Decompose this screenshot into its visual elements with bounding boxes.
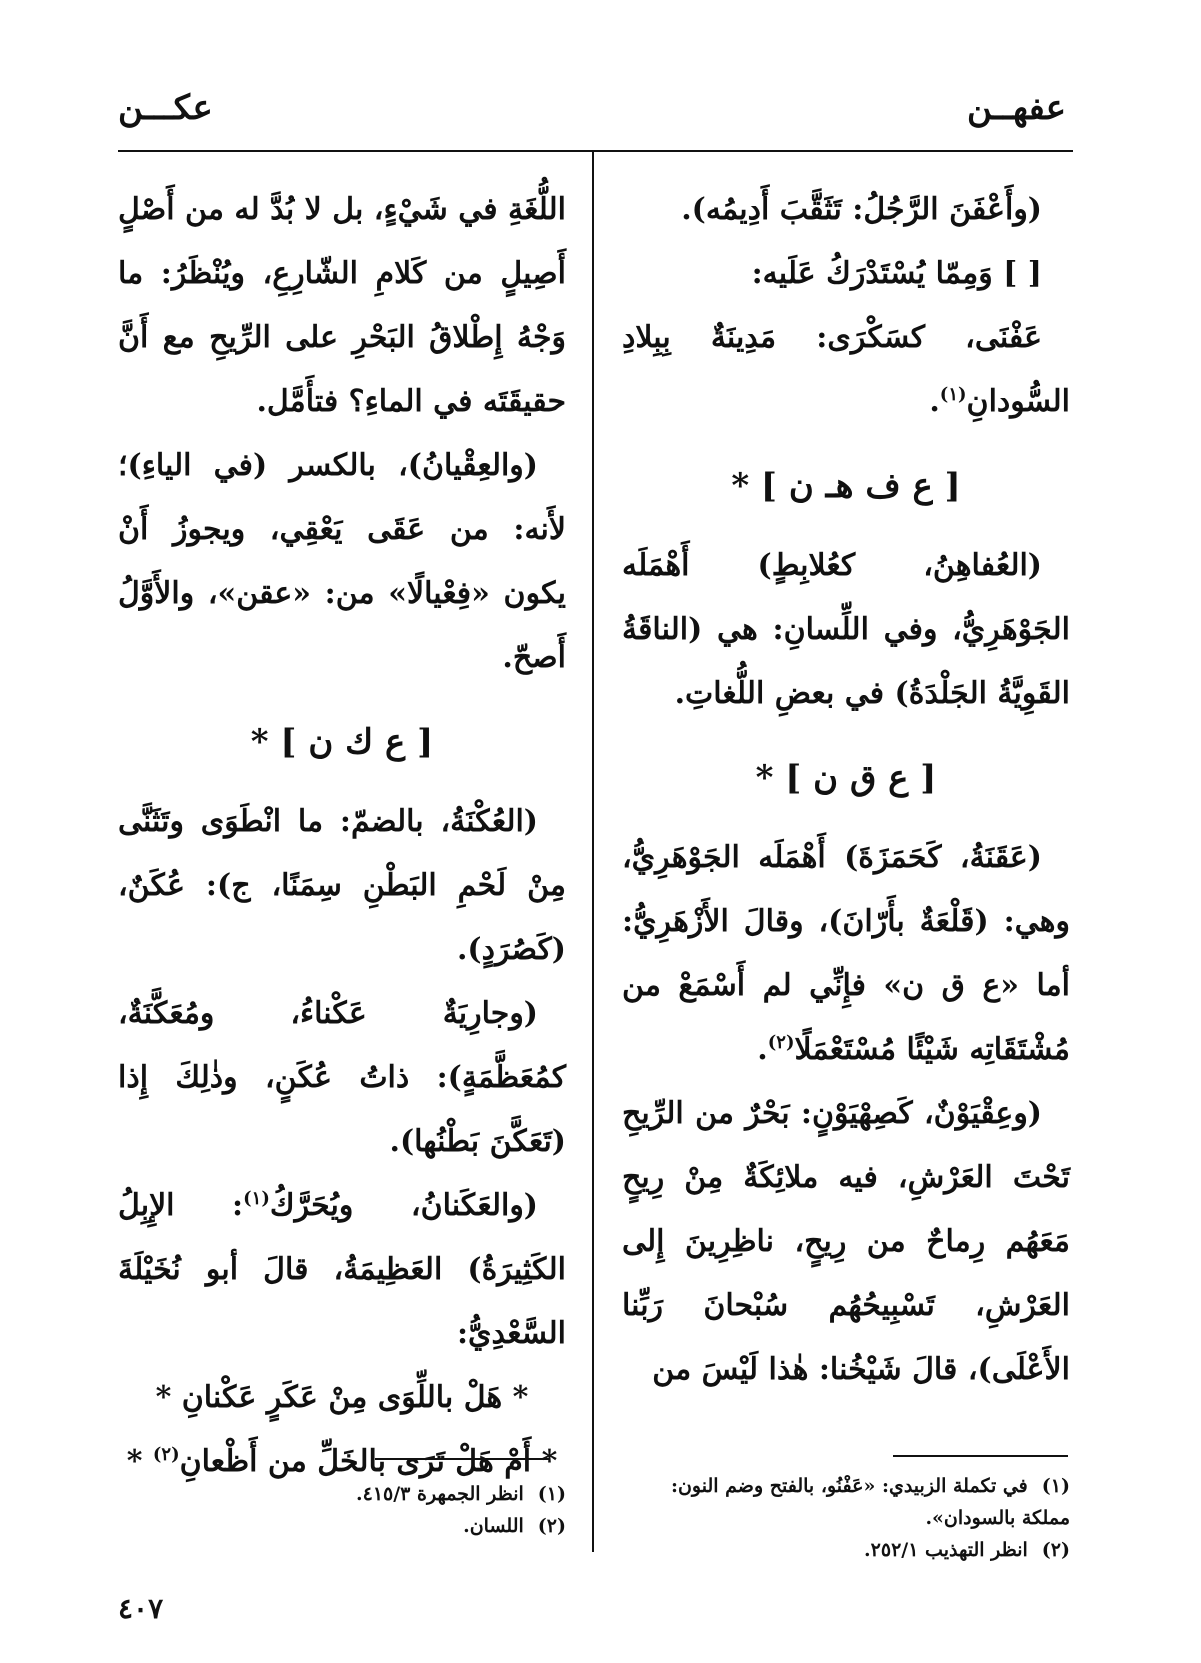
footnote-ref: (١) bbox=[243, 1188, 270, 1209]
page-number: ٤٠٧ bbox=[118, 1592, 164, 1625]
running-header-left: عكـــن bbox=[118, 88, 213, 128]
footnote-number: (١) bbox=[537, 1483, 566, 1505]
footnote-number: (٢) bbox=[1041, 1539, 1070, 1561]
header-rule bbox=[118, 150, 1073, 152]
footnote-number: (١) bbox=[1041, 1475, 1070, 1497]
footnote-rule bbox=[893, 1455, 1068, 1457]
entry-paragraph bbox=[118, 1174, 566, 1366]
verse-text-end: * bbox=[126, 1444, 153, 1479]
footnote-text: انظر التهذيب ٢٥٢/١. bbox=[864, 1539, 1028, 1561]
footnote-rule bbox=[375, 1458, 550, 1460]
entry-paragraph: (وأَعْفَنَ الرَّجُلُ: تَثَقَّبَ أَدِيمُه). bbox=[681, 192, 1042, 227]
entry-text-end: . bbox=[757, 1032, 768, 1067]
entry-text: : الإِبِلُ الكَثِيرَةُ) العَظِيمَةُ، قالَ أبو نُخَيْلَةَ السَّعْدِيُّ: bbox=[118, 1188, 566, 1351]
running-header-right: عفهــن bbox=[967, 88, 1066, 128]
footnote bbox=[622, 1470, 1070, 1534]
entry-text: (والعَكَنانُ، ويُحَرَّكُ bbox=[269, 1188, 538, 1223]
footnote-text: اللسان. bbox=[463, 1515, 524, 1537]
footnote bbox=[118, 1478, 566, 1510]
footnote-ref: (١) bbox=[939, 384, 967, 405]
entry-paragraph: (العُكْنَةُ، بالضمّ: ما انْطَوَى وتَثَنَّى مِنْ لَحْمِ البَطْنِ سِمَنًا، ج): عُكَنٌ، (كَصُرَدٍ). bbox=[118, 804, 566, 967]
root-heading: [ ع ف هـ ن ] * bbox=[731, 466, 961, 506]
entry-paragraph bbox=[622, 306, 1070, 434]
left-column bbox=[118, 178, 566, 1494]
footnote-text: في تكملة الزبيدي: «عَفْنُو، بالفتح وضم النون: مملكة بالسودان». bbox=[670, 1475, 1070, 1529]
entry-text: (عَقَنَةُ، كَحَمَزَةَ) أَهْمَلَه الجَوْهَرِيُّ، وهي: (قَلْعَةٌ بأَرّانَ)، وقالَ الأَزْهَرِيُّ: أما «ع ق ن» فإِنِّي لم أَسْمَعْ من مُشْتَقَاتِه شَيْئًا مُسْتَعْمَلًا bbox=[622, 840, 1070, 1067]
footnotes-left bbox=[118, 1478, 566, 1542]
footnote-number: (٢) bbox=[537, 1515, 566, 1537]
footnote bbox=[622, 1534, 1070, 1566]
footnote-ref: (٢) bbox=[767, 1032, 795, 1053]
entry-paragraph bbox=[622, 826, 1070, 1082]
footnote-text: انظر الجمهرة ٤١٥/٣. bbox=[356, 1483, 524, 1505]
verse-text: * أَمْ هَلْ تَرَى بالخَلِّ من أَظْعانِ bbox=[179, 1444, 558, 1479]
footnote-ref: (٢) bbox=[152, 1444, 180, 1465]
root-heading: [ ع ك ن ] * bbox=[250, 722, 434, 762]
entry-text: عَفْنَى، كسَكْرَى: مَدِينَةٌ بِبِلادِ السُّودانِ bbox=[622, 320, 1070, 419]
entry-paragraph: (العُفاهِنُ، كعُلابِطٍ) أَهْمَلَه الجَوْهَرِيُّ، وفي اللِّسانِ: هي (الناقَةُ القَوِيَّةُ الجَلْدَةُ) في بعضِ اللُّغاتِ. bbox=[622, 548, 1070, 711]
entry-paragraph: (وعِقْيَوْنٌ، كَصِهْيَوْنٍ: بَحْرٌ من الرِّيحِ تَحْتَ العَرْشِ، فيه ملائِكَةٌ مِنْ رِيحٍ مَعَهُم رِماحٌ من رِيحٍ، ناظِرِينَ إِلى العَرْشِ، تَسْبِيحُهُم سُبْحانَ رَبِّنا الأَعْلَى)، قالَ شَيْخُنا: هٰذا لَيْسَ من bbox=[622, 1096, 1070, 1387]
column-divider bbox=[592, 152, 594, 1552]
verse-line: * هَلْ باللِّوَى مِنْ عَكَرٍ عَكْنانِ * bbox=[155, 1380, 529, 1415]
footnote bbox=[118, 1510, 566, 1542]
entry-paragraph: (والعِقْيانُ)، بالكسر (في الياءِ)؛ لأَنه: من عَقَى يَعْقِي، ويجوزُ أَنْ يكون «فِعْيالًا» من: «عقن»، والأَوَّلُ أَصحّ. bbox=[118, 448, 566, 675]
supplement-note: [ ] وَمِمّا يُسْتَدْرَكُ عَلَيه: bbox=[751, 256, 1042, 291]
footnotes-right bbox=[622, 1470, 1070, 1566]
entry-paragraph: اللُّغَةِ في شَيْءٍ، بل لا بُدَّ له من أَصْلٍ أَصِيلٍ من كَلامِ الشّارِعِ، ويُنْظَرُ: ما وَجْهُ إِطْلاقُ البَحْرِ على الرِّيحِ مع أَنَّ حقيقَتَه في الماءِ؟ فتأَمَّل. bbox=[118, 192, 566, 419]
right-column bbox=[622, 178, 1070, 1402]
entry-paragraph: (وجارِيَةٌ عَكْناءُ، ومُعَكَّنَةٌ، كمُعَظَّمَةٍ): ذاتُ عُكَنٍ، وذٰلِكَ إِذا (تَعَكَّنَ بَطْنُها). bbox=[118, 996, 566, 1159]
entry-text-end: . bbox=[929, 384, 940, 419]
root-heading: [ ع ق ن ] * bbox=[755, 758, 937, 798]
